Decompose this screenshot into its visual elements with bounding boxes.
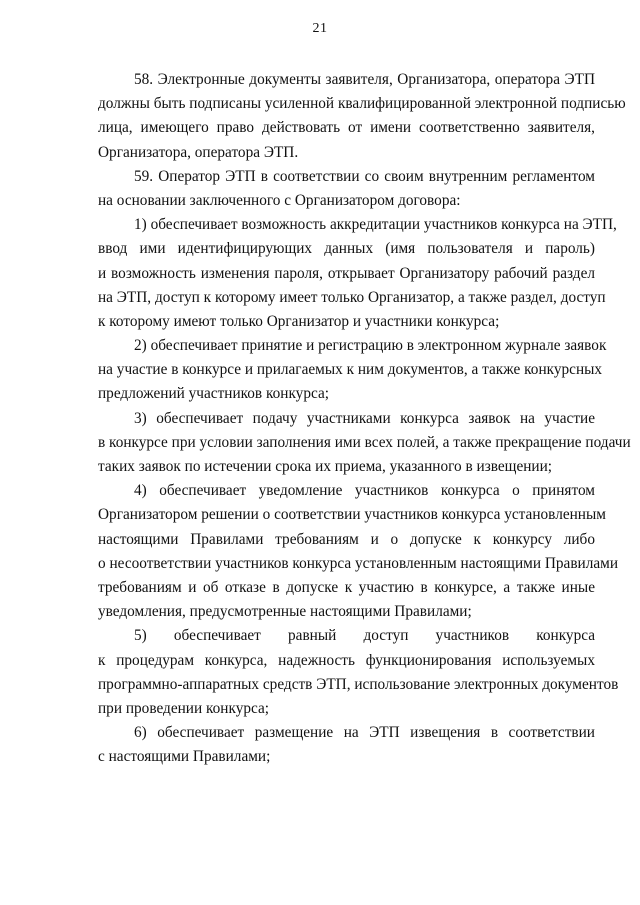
text-line: к процедурам конкурса, надежность функционирования используемых (98, 651, 595, 669)
text-line: к которому имеют только Организатор и участники конкурса; (98, 312, 500, 330)
document-body (98, 68, 631, 769)
text-line: лица, имеющего право действовать от имени соответственно заявителя, (98, 119, 595, 137)
text-line: должны быть подписаны усиленной квалифицированной электронной подписью (98, 95, 626, 113)
text-line: требованиям и об отказе в допуске к участию в конкурсе, а также иные (98, 578, 595, 596)
text-line: Организатора, оператора ЭТП. (98, 143, 299, 161)
text-line: уведомления, предусмотренные настоящими Правилами; (98, 603, 472, 621)
list-item-5 (98, 624, 619, 721)
text-line: настоящими Правилами требованиям и о допуске к конкурсу либо (98, 530, 595, 548)
text-line: 3) обеспечивает подачу участниками конкурса заявок на участие (134, 409, 595, 427)
text-line: 1) обеспечивает возможность аккредитации участников конкурса на ЭТП, (134, 216, 617, 234)
text-line: о несоответствии участников конкурса установленным настоящими Правилами (98, 554, 619, 572)
text-line: на участие в конкурсе и прилагаемых к ним документов, а также конкурсных (98, 361, 603, 379)
text-line: ввод ими идентифицирующих данных (имя пользователя и пароль) (98, 240, 595, 258)
list-item-1 (98, 213, 617, 334)
text-line: 2) обеспечивает принятие и регистрацию в электронном журнале заявок (134, 337, 607, 355)
text-line: в конкурсе при условии заполнения ими всех полей, а также прекращение подачи (98, 433, 631, 451)
text-line: Организатором решении о соответствии участников конкурса установленным (98, 506, 606, 524)
paragraph-58 (98, 68, 626, 165)
list-item-2 (98, 334, 607, 407)
text-line: на ЭТП, доступ к которому имеет только Организатор, а также раздел, доступ (98, 288, 606, 306)
list-item-4 (98, 479, 619, 624)
text-line: программно-аппаратных средств ЭТП, использование электронных документов (98, 675, 619, 693)
text-line: предложений участников конкурса; (98, 385, 329, 403)
text-line: 4) обеспечивает уведомление участников конкурса о принятом (134, 482, 595, 500)
text-line: 5) обеспечивает равный доступ участников конкурса (134, 627, 595, 645)
text-line: и возможность изменения пароля, открывает Организатору рабочий раздел (98, 264, 595, 282)
list-item-3 (98, 407, 631, 480)
list-item-6 (98, 721, 595, 769)
text-line: таких заявок по истечении срока их приема, указанного в извещении; (98, 458, 553, 475)
text-line: 6) обеспечивает размещение на ЭТП извещения в соответствии (134, 724, 595, 742)
page-number: 21 (312, 21, 328, 36)
text-line: на основании заключенного с Организатором договора: (98, 191, 461, 209)
paragraph-59 (98, 165, 595, 213)
text-line: 59. Оператор ЭТП в соответствии со своим внутренним регламентом (134, 167, 595, 185)
text-line: при проведении конкурса; (98, 699, 270, 717)
text-line: 58. Электронные документы заявителя, Организатора, оператора ЭТП (134, 71, 595, 88)
text-line: с настоящими Правилами; (98, 748, 271, 766)
